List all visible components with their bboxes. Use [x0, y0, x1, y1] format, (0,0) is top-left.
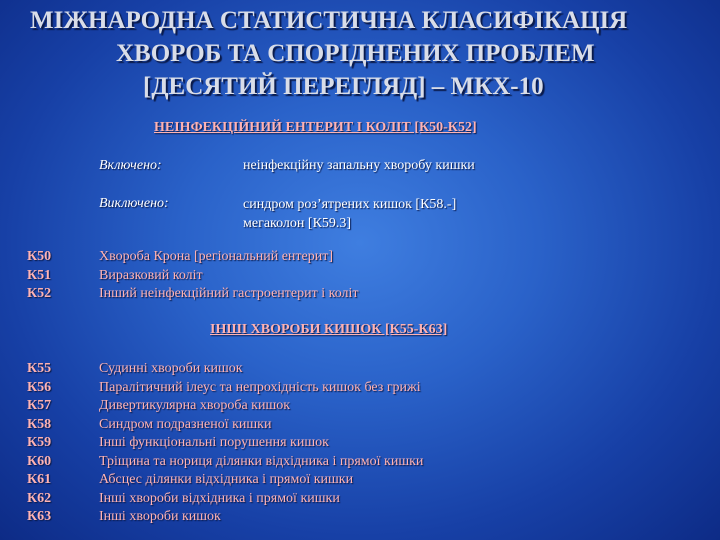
disease-item: Інший неінфекційний гастроентерит і коліт: [99, 286, 359, 301]
disease-item: Інші хвороби кишок: [99, 509, 221, 524]
code: К57: [27, 398, 52, 413]
code: К62: [27, 490, 52, 506]
code: К51: [27, 267, 52, 283]
disease-item: Виразковий коліт: [99, 267, 203, 283]
excluded-values: [243, 196, 456, 233]
code: К61: [27, 472, 52, 487]
code: К50: [27, 249, 52, 264]
code: К58: [27, 416, 52, 432]
code: К59: [27, 435, 52, 450]
included-label: Включено:: [99, 158, 162, 173]
disease-list-k55-k63: [99, 360, 423, 527]
disease-item: Паралітичний ілеус та непрохідність кишок без грижі: [99, 379, 421, 395]
disease-list-k50-k52: [99, 248, 359, 304]
code: К60: [27, 453, 52, 469]
disease-item: Тріщина та нориця ділянки відхідника і прямої кишки: [99, 453, 424, 469]
code-list-k50-k52: [27, 248, 51, 304]
code: К52: [27, 286, 52, 301]
excluded-label: Виключено:: [99, 196, 169, 211]
disease-item: Дивертикулярна хвороба кишок: [99, 398, 291, 413]
disease-item: Синдром подразненої кишки: [99, 416, 272, 432]
code: К63: [27, 509, 52, 524]
code-list-k55-k63: [27, 360, 51, 527]
section-heading-k50-k52: НЕІНФЕКЦІЙНИЙ ЕНТЕРИТ І КОЛІТ [К50-К52]: [154, 120, 477, 135]
disease-item: Абсцес ділянки відхідника і прямої кишки: [99, 472, 354, 487]
disease-item: Інші хвороби відхідника і прямої кишки: [99, 490, 340, 506]
title-line-2: ХВОРОБ ТА СПОРІДНЕНИХ ПРОБЛЕМ: [116, 40, 595, 67]
title-line-1: МІЖНАРОДНА СТАТИСТИЧНА КЛАСИФІКАЦІЯ: [30, 7, 628, 34]
section-heading-k55-k63: ІНШІ ХВОРОБИ КИШОК [К55-К63]: [210, 322, 448, 337]
code: К55: [27, 361, 52, 376]
excluded-item: мегаколон [К59.3]: [243, 215, 352, 231]
disease-item: Хвороба Крона [регіональний ентерит]: [99, 249, 334, 264]
code: К56: [27, 379, 52, 395]
included-value: неінфекційну запальну хворобу кишки: [243, 158, 475, 173]
disease-item: Інші функціональні порушення кишок: [99, 435, 329, 450]
excluded-item: синдром роз’ятрених кишок [К58.-]: [243, 197, 457, 212]
title-line-3: [ДЕСЯТИЙ ПЕРЕГЛЯД] – МКХ-10: [143, 73, 544, 100]
disease-item: Судинні хвороби кишок: [99, 361, 243, 376]
